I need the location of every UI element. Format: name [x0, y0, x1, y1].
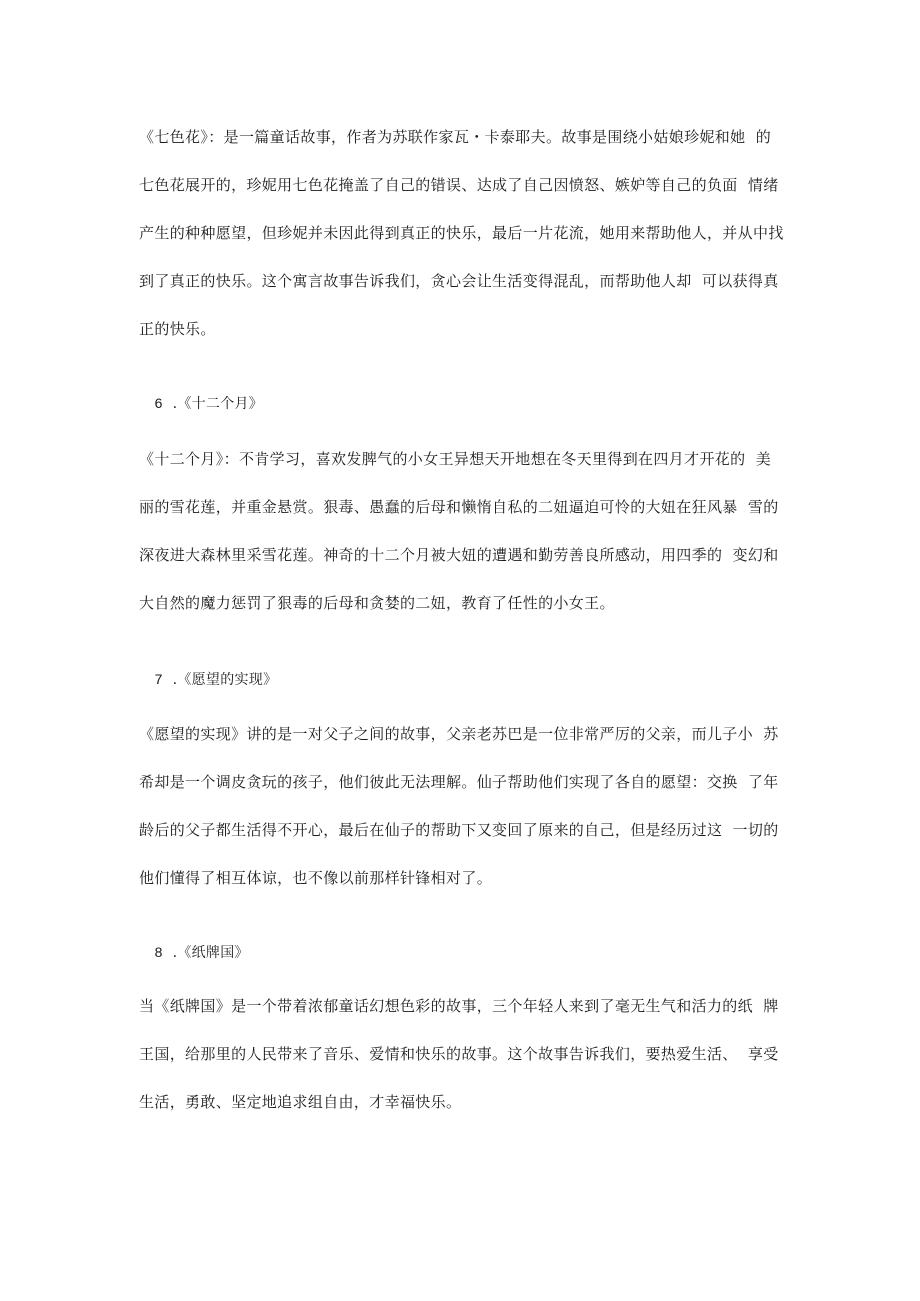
paragraph-line: 《七色花》：是一篇童话故事，作者为苏联作家瓦・卡泰耶夫。故事是围绕小姑娘珍妮和她 的	[139, 128, 772, 146]
heading-number: 8	[154, 944, 163, 960]
paragraph-line: 龄后的父子都生活得不开心，最后在仙子的帮助下又变回了原来的自己，但是经历过这 一切的	[139, 821, 779, 839]
paragraph-line: 正的快乐。	[139, 320, 216, 338]
section-heading	[139, 922, 249, 983]
paragraph-line: 深夜进大森林里采雪花莲。神奇的十二个月被大妞的遭遇和勤劳善良所感动，用四季的 变幻和	[139, 546, 779, 564]
paragraph-line: 《十二个月》：不肯学习，喜欢发脾气的小女王异想天开地想在冬天里得到在四月才开花的 美	[139, 450, 772, 468]
heading-title: .《十二个月》	[172, 396, 264, 412]
paragraph-line: 当《纸牌国》是一个带着浓郁童话幻想色彩的故事，三个年轻人来到了毫无生气和活力的纸 牌	[139, 997, 779, 1015]
paragraph-line: 七色花展开的，珍妮用七色花掩盖了自己的错误、达成了自己因愤怒、嫉妒等自己的负面 情绪	[139, 176, 779, 194]
paragraph-line: 他们懂得了相互体谅，也不像以前那样针锋相对了。	[139, 869, 493, 887]
paragraph-line: 大自然的魔力惩罚了狠毒的后母和贪婪的二妞，教育了任性的小女王。	[139, 594, 615, 612]
heading-number: 7	[154, 671, 163, 687]
paragraph-line: 《愿望的实现》讲的是一对父子之间的故事，父亲老苏巴是一位非常严厉的父亲，而儿子小 苏	[139, 725, 779, 743]
heading-title: .《纸牌国》	[172, 945, 249, 961]
section-heading	[139, 373, 263, 434]
paragraph-line: 产生的种种愿望，但珍妮并未因此得到真正的快乐，最后一片花流，她用来帮助他人，并从中找	[139, 224, 784, 242]
heading-number: 6	[154, 395, 163, 411]
heading-title: .《愿望的实现》	[172, 672, 278, 688]
paragraph-line: 生活，勇敢、坚定地追求组自由，才幸福快乐。	[139, 1093, 462, 1111]
paragraph-line: 希却是一个调皮贪玩的孩子，他们彼此无法理解。仙子帮助他们实现了各自的愿望：交换 了年	[139, 773, 779, 791]
section-heading	[139, 649, 277, 710]
paragraph-line: 到了真正的快乐。这个寓言故事告诉我们，贪心会让生活变得混乱，而帮助他人却 可以获得真	[139, 272, 779, 290]
paragraph-line: 王国，给那里的人民带来了音乐、爱情和快乐的故事。这个故事告诉我们，要热爱生活、 享受	[139, 1045, 779, 1063]
paragraph-line: 丽的雪花莲，并重金悬赏。狠毒、愚蠢的后母和懒惰自私的二妞逼迫可怜的大妞在狂风暴 雪的	[139, 498, 779, 516]
